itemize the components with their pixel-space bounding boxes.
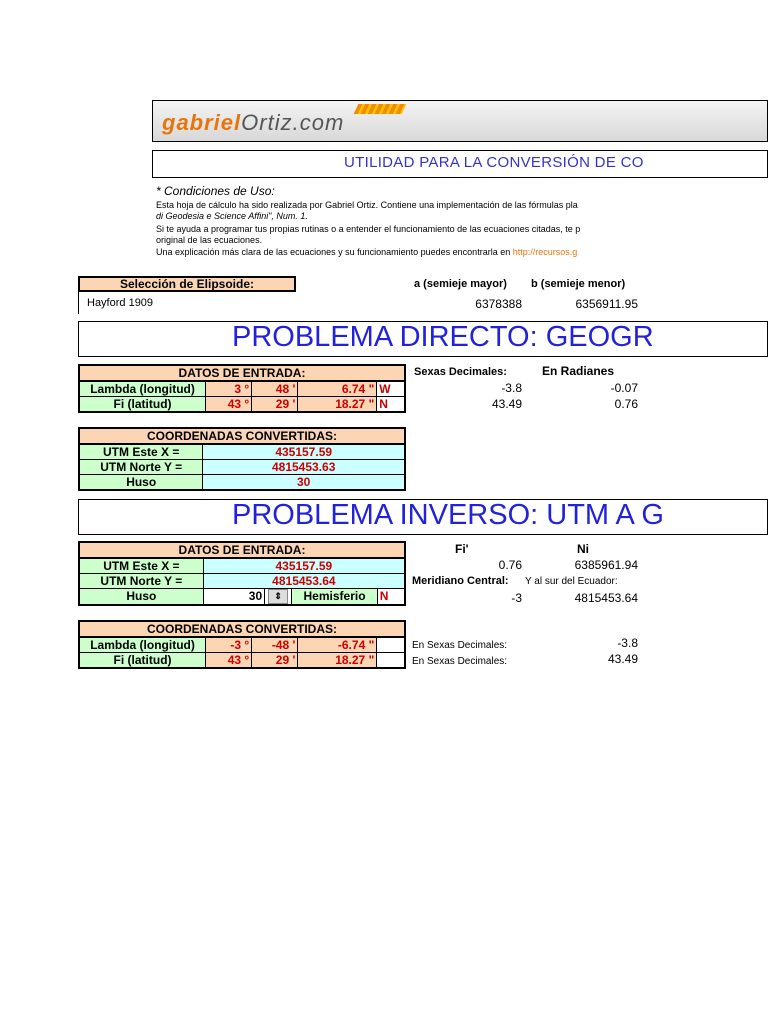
lambda-label: Lambda (longitud): [79, 381, 206, 397]
inv-lambda-deg: -3 °: [206, 637, 252, 653]
huso-spinner[interactable]: [265, 589, 292, 606]
table-row: [79, 460, 405, 475]
inv-huso-input[interactable]: 30: [203, 589, 264, 606]
directo-input-header: DATOS DE ENTRADA:: [79, 365, 405, 381]
spinner-icon[interactable]: ⇕: [268, 589, 288, 604]
inv-sexas-fi: 43.49: [607, 652, 638, 666]
b-label: b (semieje menor): [531, 278, 626, 290]
inv-fi-label: Fi (latitud): [79, 653, 206, 669]
ellipsoid-select[interactable]: Hayford 1909: [78, 292, 296, 314]
logo: gabrielOrtiz.com: [162, 110, 345, 135]
rad-lambda: -0.07: [610, 381, 638, 395]
table-row: [79, 397, 405, 413]
meridiano-label: Meridiano Central:: [412, 575, 509, 587]
fi-deg-input[interactable]: 43 °: [206, 397, 252, 413]
conditions-title: * Condiciones de Uso:: [156, 184, 275, 198]
table-row: [79, 589, 405, 606]
inverso-input-header: DATOS DE ENTRADA:: [79, 542, 405, 558]
inv-sexas-lambda: -3.8: [617, 636, 638, 650]
table-row: [79, 558, 405, 574]
fi-prime-label: Fi': [455, 542, 469, 556]
sexas-label: Sexas Decimales:: [414, 366, 507, 378]
conditions-line-2: di Geodesia e Science Affini", Num. 1.: [156, 211, 308, 221]
directo-output-header: COORDENADAS CONVERTIDAS:: [79, 428, 405, 444]
inv-utm-norte-input[interactable]: 4815453.64: [203, 574, 405, 589]
conditions-line-1: Esta hoja de cálculo ha sido realizada por Gabriel Ortiz. Contiene una implementación de las fórmulas pla: [156, 200, 578, 210]
inv-fi-sec: 18.27 ": [298, 653, 377, 669]
lambda-sec-input[interactable]: 6.74 ": [298, 381, 377, 397]
ni-label: Ni: [577, 542, 589, 556]
huso-value: 30: [203, 475, 405, 491]
table-row: [79, 381, 405, 397]
hemisferio-input[interactable]: N: [377, 589, 405, 606]
a-label: a (semieje mayor): [414, 278, 507, 290]
table-row: [79, 444, 405, 460]
inv-lambda-dir: [377, 637, 405, 653]
inverso-output-table: [78, 620, 406, 669]
utm-norte-label: UTM Norte Y =: [79, 460, 203, 475]
fi-prime-value: 0.76: [498, 558, 522, 572]
ni-value: 6385961.94: [574, 558, 638, 572]
inv-lambda-min: -48 ': [252, 637, 298, 653]
directo-input-table: [78, 364, 406, 413]
inv-fi-deg: 43 °: [206, 653, 252, 669]
inv-sexas-label-1: En Sexas Decimales:: [412, 640, 508, 651]
inv-sexas-label-2: En Sexas Decimales:: [412, 656, 508, 667]
lambda-dir-input[interactable]: W: [377, 381, 405, 397]
sexas-lambda: -3.8: [501, 381, 522, 395]
fi-sec-input[interactable]: 18.27 ": [298, 397, 377, 413]
conditions-line-5: Una explicación más clara de las ecuaciones y su funcionamiento puedes encontrarla en http://recursos.g: [156, 247, 578, 257]
inv-fi-dir: [377, 653, 405, 669]
conditions-line-4: original de las ecuaciones.: [156, 235, 263, 245]
fi-dir-input[interactable]: N: [377, 397, 405, 413]
a-value: 6378388: [475, 297, 522, 311]
inv-lambda-label: Lambda (longitud): [79, 637, 206, 653]
inv-fi-min: 29 ': [252, 653, 298, 669]
huso-label: Huso: [79, 475, 203, 491]
rad-fi: 0.76: [614, 397, 638, 411]
page-title: UTILIDAD PARA LA CONVERSIÓN DE CO: [344, 154, 644, 171]
table-row: [79, 574, 405, 589]
meridiano-value: -3: [511, 591, 522, 605]
utm-este-label: UTM Este X =: [79, 444, 203, 460]
inverso-input-table: [78, 541, 406, 606]
hemisferio-label: Hemisferio: [292, 589, 378, 606]
radianes-label: En Radianes: [542, 364, 615, 378]
ecuador-label: Y al sur del Ecuador:: [525, 576, 618, 587]
conditions-line-3: Si te ayuda a programar tus propias rutinas o a entender el funcionamiento de las ecuaciones citadas, te p: [156, 224, 581, 234]
inv-utm-este-input[interactable]: 435157.59: [203, 558, 405, 574]
inv-utm-norte-label: UTM Norte Y =: [79, 574, 203, 589]
sexas-fi: 43.49: [491, 397, 522, 411]
utm-este-value: 435157.59: [203, 444, 405, 460]
table-row: [79, 653, 405, 669]
directo-output-table: [78, 427, 406, 491]
directo-title: PROBLEMA DIRECTO: GEOGR: [232, 321, 654, 353]
inv-huso-label: Huso: [79, 589, 203, 606]
table-row: [79, 475, 405, 491]
resources-link[interactable]: http://recursos.g: [512, 247, 578, 257]
utm-norte-value: 4815453.63: [203, 460, 405, 475]
b-value: 6356911.95: [575, 297, 638, 311]
ecuador-value: 4815453.64: [574, 591, 638, 605]
inv-utm-este-label: UTM Este X =: [79, 558, 203, 574]
inv-lambda-sec: -6.74 ": [298, 637, 377, 653]
table-row: [79, 637, 405, 653]
logo-stripe: [354, 104, 407, 114]
ellipsoid-header: Selección de Elipsoide:: [78, 276, 296, 292]
lambda-deg-input[interactable]: 3 °: [206, 381, 252, 397]
lambda-min-input[interactable]: 48 ': [252, 381, 298, 397]
inverso-title: PROBLEMA INVERSO: UTM A G: [232, 499, 664, 531]
fi-label: Fi (latitud): [79, 397, 206, 413]
fi-min-input[interactable]: 29 ': [252, 397, 298, 413]
inverso-output-header: COORDENADAS CONVERTIDAS:: [79, 621, 405, 637]
